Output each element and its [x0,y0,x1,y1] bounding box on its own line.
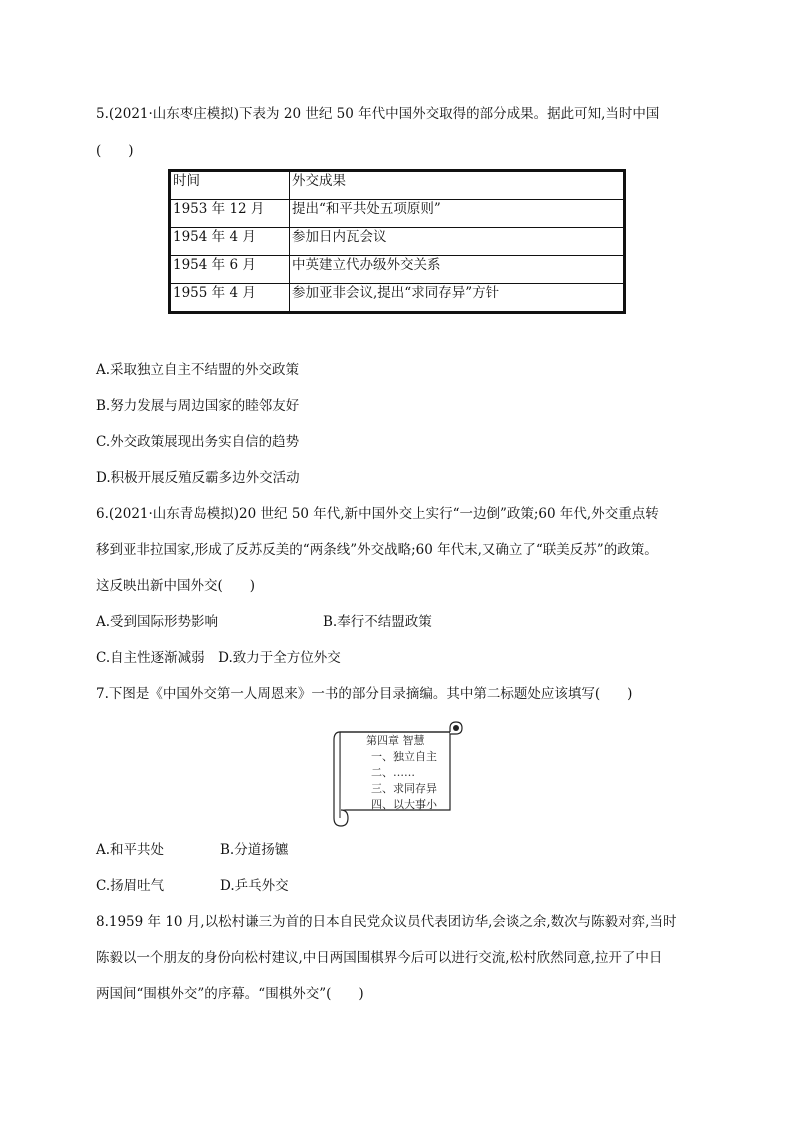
scroll-item: 二、…… [371,766,415,779]
table-cell-achievement: 参加日内瓦会议 [290,228,625,256]
q7-option-c: C.扬眉吐气 [96,878,165,894]
q7-option-b: B.分道扬镳 [220,842,289,858]
table-cell-time: 1954 年 4 月 [170,228,290,256]
scroll-contents [366,733,437,813]
q6-stem-line2: 移到亚非拉国家,形成了反苏反美的“两条线”外交战略;60 年代末,又确立了“联美反苏”的政策。 [96,542,658,558]
table-header-achievement: 外交成果 [290,171,625,200]
q7-option-a: A.和平共处 [96,842,165,858]
table-cell-time: 1953 年 12 月 [170,200,290,228]
q5-option-d: D.积极开展反殖反霸多边外交活动 [96,470,300,486]
q7-option-d: D.乒乓外交 [220,878,289,894]
q6-stem-line1: 6.(2021·山东青岛模拟)20 世纪 50 年代,新中国外交上实行“一边倒”政策;60 年代,外交重点转 [96,506,659,522]
q5-stem: 5.(2021·山东枣庄模拟)下表为 20 世纪 50 年代中国外交取得的部分成果。据此可知,当时中国 [96,106,660,122]
q7-stem: 7.下图是《中国外交第一人周恩来》一书的部分目录摘编。其中第二标题处应该填写( ) [96,686,633,702]
table-row [170,228,625,256]
q5-option-c: C.外交政策展现出务实自信的趋势 [96,434,300,450]
q8-stem-line3: 两国间“围棋外交”的序幕。“围棋外交”( ) [96,986,364,1002]
table-header-time: 时间 [170,171,290,200]
table-cell-achievement: 提出“和平共处五项原则” [290,200,625,228]
q6-option-a: A.受到国际形势影响 [96,614,219,630]
table-header-row [170,171,625,200]
q5-answer-blank: ( ) [96,143,134,159]
scroll-item: 三、求同存异 [371,782,437,795]
table-row [170,284,625,313]
q6-option-b: B.奉行不结盟政策 [323,614,432,630]
table-cell-achievement: 中英建立代办级外交关系 [290,256,625,284]
table-cell-time: 1955 年 4 月 [170,284,290,313]
scroll-chapter-title: 第四章 智慧 [366,734,425,747]
table-cell-achievement: 参加亚非会议,提出“求同存异”方针 [290,284,625,313]
q6-option-cd: C.自主性逐渐减弱 D.致力于全方位外交 [96,650,341,666]
scroll-item: 四、以大事小 [371,798,437,811]
table-cell-time: 1954 年 6 月 [170,256,290,284]
table-row [170,200,625,228]
q6-stem-line3: 这反映出新中国外交( ) [96,578,256,594]
q5-option-b: B.努力发展与周边国家的睦邻友好 [96,398,300,414]
q5-table [168,169,626,314]
scroll-item: 一、独立自主 [371,750,437,763]
table-row [170,256,625,284]
q8-stem-line2: 陈毅以一个朋友的身份向松村建议,中日两国围棋界今后可以进行交流,松村欣然同意,拉开了中日 [96,950,663,966]
q5-option-a: A.采取独立自主不结盟的外交政策 [96,362,300,378]
q8-stem-line1: 8.1959 年 10 月,以松村谦三为首的日本自民党众议员代表团访华,会谈之余,数次与陈毅对弈,当时 [96,914,677,930]
